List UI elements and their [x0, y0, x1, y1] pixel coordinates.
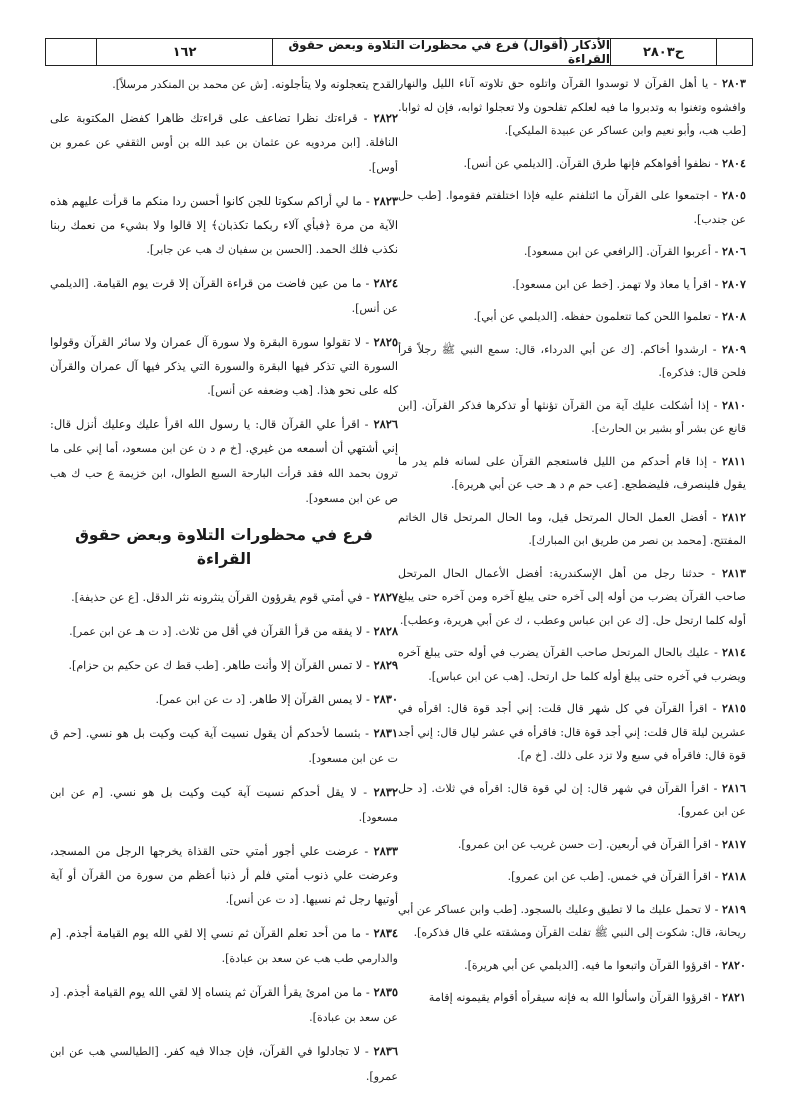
- hadith-text: اقرأ القرآن في خمس.: [607, 870, 712, 883]
- hadith-text: القدح يتعجلونه ولا يتأجلونه.: [271, 77, 398, 91]
- hadith-number: ٢٨٣٠: [373, 692, 398, 706]
- number-separator: -: [711, 991, 722, 1004]
- number-separator: -: [711, 156, 722, 170]
- hadith-text: تعلموا اللحن كما تتعلمون حفظه.: [560, 310, 712, 323]
- hadith-source: [محمد بن نصر من طريق ابن المبارك].: [528, 534, 707, 547]
- hadith-source: [د عن سعد بن عبادة].: [50, 986, 398, 1024]
- hadith-number: ٢٨١٤: [721, 645, 746, 659]
- hadith-source: [د ت هـ عن ابن عمر].: [69, 625, 172, 638]
- hadith-number: ٢٨٢٠: [721, 957, 746, 972]
- hadith-source: [طب حل عن جندب].: [398, 189, 746, 226]
- section-heading: فرع في محظورات التلاوة وبعض حقوق القراءة: [75, 526, 373, 568]
- hadith-source: [الرافعي عن ابن مسعود].: [523, 245, 643, 258]
- hadith-source: [حم ق ت عن ابن مسعود].: [50, 727, 398, 765]
- hadith-source: [خ م].: [517, 749, 547, 762]
- hadith-range: ح٢٨٠٣: [610, 39, 716, 65]
- hadith-source: [طب هب، وأبو نعيم وابن عساكر عن عبيدة المليكي].: [504, 124, 746, 137]
- hadith-source: [ك عن ابن عباس وعطب ، ك عن أبي هريرة، وعطب].: [399, 613, 649, 627]
- hadith-source: [الطيالسي هب عن ابن عمرو].: [50, 1045, 398, 1083]
- hadith-source: [ع عن حذيفة].: [71, 591, 139, 604]
- number-separator: -: [709, 398, 722, 412]
- number-separator: -: [362, 692, 374, 706]
- hadith-number: ٢٨٠٤: [721, 155, 746, 170]
- hadith-number: ٢٨١٨: [721, 869, 746, 883]
- hadith-text: عرضت علي أجور أمتي حتى القذاة يخرجها الرجل من المسجد، وعرضت علي ذنوب أمتي فلم أر ذنبا أعظم من سورة من القرآن أو آية أوتيها رجل ثم نسيها.: [50, 844, 398, 906]
- hadith-entry: [398, 562, 746, 633]
- hadith-number: ٢٨١٦: [721, 780, 746, 795]
- number-separator: -: [360, 726, 374, 740]
- hadith-text: عليك بالحال المرتحل صاحب القرآن يضرب في أوله حتى يبلغ آخره ويضرب في آخره حتى يبلغ أوله كلما حل ارتحل.: [398, 646, 746, 683]
- hadith-entry: [50, 1039, 398, 1089]
- number-separator: -: [711, 245, 722, 258]
- running-title: الأذكار (أقوال) فرع في محظورات التلاوة وبعض حقوق القراءة: [272, 39, 610, 65]
- hadith-source: [ابن قانع عن بشر أو بشير بن الحارث].: [398, 398, 746, 435]
- page-header: [45, 38, 753, 66]
- hadith-entry: [398, 273, 746, 297]
- hadith-source: [خ م د ن عن ابن مسعود، أما إني على ما ترون بحمد الله فقد قرأت البارحة السبع الطوال، ابن خزيمة ع حب ك هب ص عن ابن مسعود].: [50, 442, 398, 505]
- number-separator: -: [360, 1044, 374, 1058]
- header-empty-cell: [716, 39, 752, 65]
- hadith-number: ٢٨٣٢: [373, 785, 399, 799]
- hadith-source: [طب وابن عساكر عن أبي ريحانة، قال: شكوت إلى النبي ﷺ تفلت القرآن ومشقته علي قال فذكره].: [398, 902, 746, 939]
- left-text-column: [50, 72, 398, 1092]
- number-separator: -: [357, 111, 374, 125]
- number-separator: -: [359, 417, 374, 431]
- hadith-number: ٢٨١٣: [721, 565, 746, 580]
- number-separator: -: [711, 902, 722, 916]
- hadith-number: ٢٨١١: [721, 453, 746, 468]
- hadith-entry: [398, 338, 746, 385]
- hadith-entry: [398, 777, 746, 824]
- number-separator: -: [708, 77, 722, 90]
- right-text-column: [398, 72, 746, 1092]
- hadith-text: لا تحمل عليك ما لا تطيق وعليك بالسجود.: [520, 902, 712, 916]
- number-separator: -: [711, 310, 722, 323]
- number-separator: -: [707, 454, 722, 468]
- hadith-entry: [398, 305, 746, 329]
- hadith-number: ٢٨٢٨: [373, 624, 398, 638]
- hadith-number: ٢٨١٥: [721, 701, 746, 715]
- hadith-source: [الحسن بن سفيان ك هب عن جابر].: [146, 243, 312, 256]
- hadith-number: ٢٨٣٣: [373, 844, 398, 858]
- hadith-number: ٢٨١٢: [721, 509, 746, 524]
- hadith-entry: [398, 394, 746, 441]
- hadith-entry: [50, 921, 398, 971]
- hadith-text: اقرأ علي القرآن قال: يا رسول الله اقرأ عليك وعليك أنزل قال: إني أشتهي أن أسمعه من غيري.: [50, 417, 398, 455]
- hadith-number: ٢٨٢٢: [373, 111, 398, 125]
- hadith-source: [د ت عن ابن عمر].: [155, 693, 246, 706]
- hadith-text: لا تقولوا سورة البقرة ولا سورة آل عمران ولا سائر القرآن وقولوا السورة التي تذكر فيها البقرة والسورة التي يذكر فيها آل عمران والقرآن كله على نحو هذا.: [50, 335, 398, 397]
- hadith-text: في أمتي قوم يقرؤون القرآن ينثرونه نثر الدقل.: [142, 590, 363, 604]
- hadith-number: ٢٨٢٤: [373, 276, 398, 290]
- hadith-source: [الديلمي عن أبي].: [473, 310, 558, 323]
- hadith-number: ٢٨٣٦: [373, 1044, 399, 1058]
- hadith-source: [م عن ابن مسعود].: [50, 786, 398, 824]
- number-separator: -: [711, 277, 722, 291]
- hadith-source: [عب حم م د هـ حب عن أبي هريرة].: [450, 478, 618, 491]
- hadith-entry: [50, 72, 398, 97]
- hadith-text: ما من امرئ يقرأ القرآن ثم ينساه إلا لقي الله يوم القيامة أجذم.: [62, 985, 363, 999]
- hadith-number: ٢٨٢٥: [373, 335, 398, 349]
- hadith-text: ما من عين فاضت من قراءة القرآن إلا قرت يوم القيامة.: [92, 276, 362, 290]
- hadith-source: [د ت عن أنس].: [225, 893, 299, 906]
- hadith-number: ٢٨١٧: [721, 836, 746, 851]
- number-separator: -: [361, 335, 374, 349]
- hadith-number: ٢٨١٠: [721, 397, 746, 412]
- hadith-entry: [398, 865, 746, 889]
- number-separator: -: [356, 785, 374, 799]
- hadith-entry: [398, 184, 746, 231]
- number-separator: -: [359, 844, 374, 858]
- hadith-text: إذا أشكلت عليك آية من القرآن تؤنثها أو تذكرها فذكر القرآن.: [421, 398, 710, 412]
- number-separator: -: [709, 781, 722, 795]
- hadith-text: أفضل العمل الحال المرتحل قيل، وما الحال المرتحل قال الخاتم المفتتح.: [398, 510, 746, 547]
- number-separator: -: [707, 510, 722, 524]
- hadith-number: ٢٨٣٤: [373, 926, 398, 940]
- hadith-entry: [50, 839, 398, 912]
- hadith-text: لا تجادلوا في القرآن، فإن جدالا فيه كفر.: [163, 1044, 361, 1058]
- hadith-text: بئسما لأحدكم أن يقول نسيت آية كيت وكيت بل هو نسي.: [85, 726, 361, 740]
- hadith-entry: [50, 106, 398, 180]
- hadith-text: قراءتك نظرا تضاعف على قراءتك ظاهرا كفضل المكتوبة على النافلة.: [50, 111, 399, 149]
- hadith-entry: [398, 954, 746, 978]
- left-column-entries-after-heading: [50, 585, 398, 1089]
- hadith-source: [ك عن أبي الدرداء، قال: سمع النبي ﷺ رجلاً قرأ فلحن قال: فذكره].: [398, 342, 746, 379]
- number-separator: -: [711, 958, 722, 972]
- number-separator: -: [362, 194, 374, 208]
- hadith-text: ما لي أراكم سكوتا للجن كانوا أحسن ردا منكم ما قرأت عليهم هذه الآية من مرة ﴿فبأي آلاء ربكما تكذبان﴾ إلا قالوا ولا بشيء من نعمك ربنا نكذب فلك الحمد.: [50, 194, 398, 256]
- hadith-source: [ت حسن غريب عن ابن عمرو].: [457, 837, 603, 851]
- number-separator: -: [711, 837, 722, 851]
- hadith-entry: [50, 780, 398, 830]
- hadith-number: ٢٨٢٧: [373, 590, 398, 604]
- hadith-text: أعربوا القرآن.: [646, 245, 712, 258]
- hadith-text: ما من أحد تعلم القرآن ثم نسي إلا لقي الله يوم القيامة أجذم.: [65, 926, 362, 940]
- number-separator: -: [362, 985, 374, 999]
- hadith-text: إذا قام أحدكم من الليل فاستعجم القرآن على لسانه فلم يدر ما يقول فلينصرف، فليضطجع.: [398, 454, 746, 491]
- hadith-text: اقرأ القرآن في كل شهر قال قلت: إني أجد قوة قال: اقرأه في عشرين ليلة قال قلت: إني أجد قوة قال: فاقرأه في عشر ليال قال: إني أجد قوة قال: فاقرأه في سبع ولا تزد على ذلك.: [398, 702, 746, 762]
- hadith-entry: [398, 240, 746, 264]
- hadith-text: اقرؤوا القرآن واسألوا الله به فإنه سيقرأه أقوام يقيمونه إقامة: [428, 991, 712, 1004]
- hadith-entry: [398, 450, 746, 497]
- number-separator: -: [362, 658, 374, 672]
- left-column-entries: [50, 72, 398, 511]
- hadith-source: [الديلمي عن أبي هريرة].: [464, 958, 579, 972]
- hadith-text: اجتمعوا على القرآن ما ائتلفتم عليه فإذا اختلفتم فقوموا.: [445, 189, 710, 202]
- page-number: ١٦٢: [96, 39, 272, 65]
- number-separator: -: [362, 624, 374, 638]
- hadith-source: [هب وضعفه عن أنس].: [207, 384, 313, 397]
- hadith-source: [م والدارمي طب هب عن سعد بن عبادة].: [50, 927, 398, 965]
- hadith-source: [طب عن ابن عمرو].: [507, 870, 604, 883]
- hadith-source: [هب عن ابن عباس].: [428, 669, 524, 683]
- hadith-source: [الديلمي عن أنس].: [463, 156, 553, 170]
- hadith-number: ٢٨٠٨: [721, 309, 746, 323]
- hadith-entry: [398, 72, 746, 143]
- hadith-text: ارشدوا أخاكم.: [639, 342, 708, 356]
- hadith-text: لا يمس القرآن إلا طاهر.: [248, 692, 363, 706]
- hadith-number: ٢٨٢٦: [373, 417, 398, 431]
- hadith-text: نظفوا أفواهكم فإنها طرق القرآن.: [555, 156, 712, 170]
- number-separator: -: [362, 590, 374, 604]
- number-separator: -: [361, 926, 374, 940]
- hadith-text: اقرؤوا القرآن واتبعوا ما فيه.: [581, 958, 712, 972]
- hadith-entry: [50, 189, 398, 262]
- hadith-number: ٢٨٣٥: [373, 985, 398, 999]
- hadith-source: [ش عن محمد بن المنكدر مرسلاً].: [112, 78, 268, 91]
- hadith-text: لا يفقه من قرأ القرآن في أقل من ثلاث.: [175, 624, 363, 638]
- hadith-text: اقرأ القرآن في أربعين.: [605, 837, 712, 851]
- hadith-text: لا تمس القرآن إلا وأنت طاهر.: [222, 658, 363, 672]
- hadith-number: ٢٨٠٥: [721, 188, 746, 202]
- number-separator: -: [707, 702, 722, 715]
- hadith-source: [طب قط ك عن حكيم بن حزام].: [68, 659, 219, 672]
- hadith-entry: [398, 697, 746, 768]
- header-empty-cell: [46, 39, 96, 65]
- hadith-source: [خط عن ابن مسعود].: [512, 277, 613, 291]
- hadith-source: [الديلمي عن أنس].: [50, 277, 398, 315]
- number-separator: -: [361, 276, 374, 290]
- hadith-entry: [398, 152, 746, 176]
- hadith-number: ٢٨٠٦: [721, 244, 746, 258]
- hadith-number: ٢٨٢٣: [373, 194, 398, 208]
- hadith-entry: [50, 687, 398, 712]
- hadith-text: يا أهل القرآن لا توسدوا القرآن واتلوه حق تلاوته آناء الليل والنهار وافشوه وتغنوا به وتدبروا ما فيه لعلكم تفلحون ولا تعجلوا ثوابه، فإن له ثوابا.: [398, 77, 746, 114]
- hadith-entry: [50, 330, 398, 403]
- hadith-entry: [398, 986, 746, 1010]
- number-separator: -: [711, 870, 722, 883]
- hadith-number: ٢٨١٩: [721, 901, 746, 916]
- hadith-entry: [398, 898, 746, 945]
- hadith-number: ٢٨٢١: [721, 990, 746, 1004]
- hadith-entry: [50, 585, 398, 610]
- hadith-text: حدثنا رجل من أهل الإسكندرية: أفضل الأعمال الحال المرتحل صاحب القرآن يضرب من أوله إلى آخره حتى يبلغ آخره ومن آخره حتى يبلغ أوله كلما ارتحل حل.: [398, 566, 746, 627]
- number-separator: -: [707, 342, 722, 356]
- hadith-entry: [50, 653, 398, 678]
- hadith-source: [ابن مردويه عن عثمان بن عبد الله بن أوس الثقفي عن عمرو بن أوس].: [50, 136, 398, 174]
- hadith-entry: [50, 619, 398, 644]
- hadith-entry: [50, 271, 398, 321]
- hadith-entry: [398, 833, 746, 857]
- hadith-number: ٢٨٠٣: [721, 76, 746, 90]
- hadith-number: ٢٨٠٧: [721, 276, 746, 291]
- hadith-entry: [398, 641, 746, 688]
- hadith-number: ٢٨٢٩: [373, 658, 398, 672]
- hadith-text: اقرأ القرآن في شهر قال: إن لي قوة قال: اقرأه في ثلاث.: [431, 781, 710, 795]
- number-separator: -: [704, 566, 722, 580]
- hadith-number: ٢٨٠٩: [721, 341, 746, 356]
- hadith-entry: [50, 980, 398, 1030]
- number-separator: -: [709, 646, 722, 659]
- hadith-entry: [398, 506, 746, 553]
- hadith-text: لا يقل أحدكم نسيت آية كيت وكيت بل هو نسي.: [109, 785, 357, 799]
- hadith-entry: [50, 721, 398, 771]
- hadith-number: ٢٨٣١: [373, 726, 398, 740]
- hadith-text: اقرأ يا معاذ ولا تهمز.: [616, 277, 712, 291]
- number-separator: -: [709, 189, 722, 202]
- hadith-entry: [50, 412, 398, 511]
- hadith-source: [د حل عن ابن عمرو].: [398, 781, 746, 818]
